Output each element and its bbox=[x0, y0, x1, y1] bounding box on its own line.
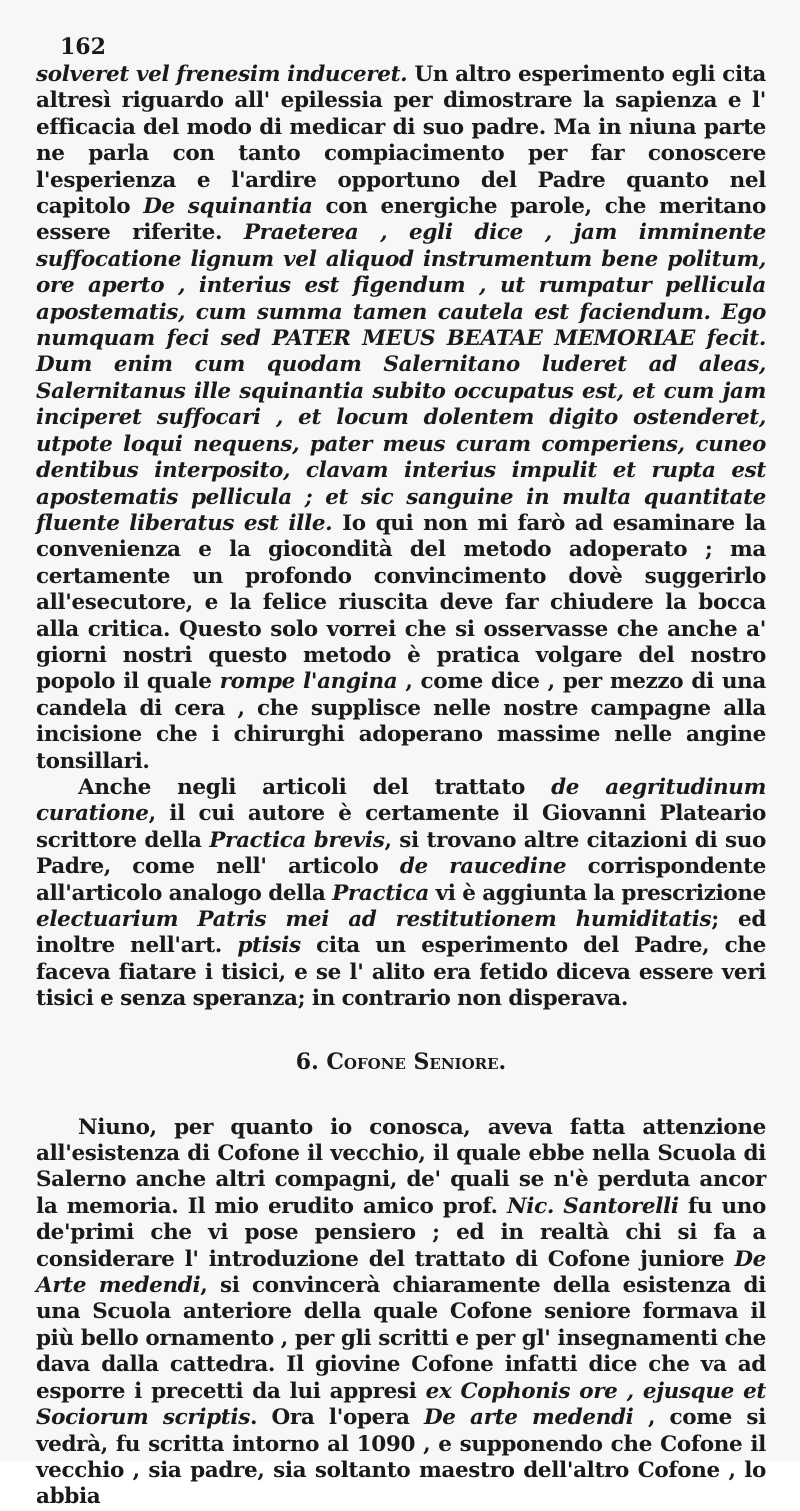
italic-text-run: De Arte medendi bbox=[36, 1246, 766, 1299]
italic-text-run: solveret vel frenesim induceret. bbox=[36, 62, 408, 87]
text-run: vi è aggiunta la prescrizione bbox=[428, 880, 766, 906]
paragraph bbox=[36, 1115, 766, 1511]
italic-text-run: electuarium Patris mei ad restitutionem humiditatis bbox=[36, 907, 712, 932]
text-run: . Ora l'opera bbox=[249, 1405, 424, 1431]
page-number: 162 bbox=[60, 34, 106, 60]
text-run: , si trovano altre citazioni di suo Padre, come nell' articolo bbox=[36, 827, 766, 880]
text-run: , come dice , per mezzo di una candela di cera , che supplisce nelle nostre campagne alla incisione che i chirurghi adoperano massime nelle angine tonsillari. bbox=[36, 669, 767, 774]
italic-text-run: rompe l'angina bbox=[219, 669, 398, 695]
text-run: , il cui autore è certamente il Giovanni Plateario scrittore della bbox=[36, 801, 766, 853]
italic-text-run: ptisis bbox=[237, 933, 301, 959]
italic-text-run: Nic. Santorelli bbox=[506, 1193, 679, 1219]
italic-text-run: ex Cophonis ore , ejusque et Sociorum scriptis bbox=[36, 1378, 767, 1431]
text-run: con energiche parole, che meritano essere riferite. bbox=[36, 194, 767, 246]
italic-text-run: Praeterea , egli dice , jam imminente suffocatione lignum vel aliquod instrumentum bene politum, ore aperto , interius est figendum , ut rumpatur pellicula apostematis, cum summa tamen cautela est faciendum. Ego numquam feci sed PATER MEUS BEATAE MEMORIAE fecit. Dum enim cum quodam Salernitano luderet ad aleas, Salernitanus ille squinantia subito occupatus est, et cum jam inciperet suffocari , et locum dolentem digito ostenderet, utpote loqui nequens, pater meus curam comperiens, cuneo dentibus interposito, clavam interius impulit et rupta est apostematis pellicula ; et sic sanguine in multa quantitate fluente liberatus est ille. bbox=[36, 220, 766, 536]
italic-text-run: de raucedine bbox=[399, 854, 567, 880]
italic-text-run: Practica bbox=[332, 880, 429, 906]
text-run: Niuno, per quanto io conosca, aveva fatta attenzione all'esistenza di Cofone il vecchio, il quale ebbe nella Scuola di Salerno anche altri compagni, de' quali se n'è perduta ancor la memoria. Il mio erudito amico prof. bbox=[36, 1114, 766, 1219]
text-run: ; ed inoltre nell'art. bbox=[36, 907, 766, 959]
paragraph bbox=[36, 775, 766, 1013]
italic-text-run: De arte medendi bbox=[423, 1405, 634, 1431]
text-run: Io qui non mi farò ad esaminare la convenienza e la giocondità del metodo adoperato ; ma certamente un profondo convincimento dovè suggerirlo all'esecutore, e la felice riuscita deve far chiudere la bocca alla critica. Questo solo vorrei che si osservasse che anche a' giorni nostri questo metodo è pratica volgare del nostro popolo il quale bbox=[36, 510, 767, 695]
text-run: corrispondente all'articolo analogo della bbox=[36, 854, 767, 906]
paragraph bbox=[36, 62, 766, 775]
text-run: , come si vedrà, fu scritta intorno al 1090 , e supponendo che Cofone il vecchio , sia padre, sia soltanto maestro dell'altro Cofone , lo abbia bbox=[36, 1405, 767, 1510]
body-text bbox=[36, 62, 766, 1511]
text-run: cita un esperimento del Padre, che faceva fiatare i tisici, e se l' alito era fetido diceva essere veri tisici e senza speranza; in contrario non disperava. bbox=[36, 933, 766, 1012]
section-heading: 6. Cofone Seniore. bbox=[295, 1048, 507, 1075]
text-run: fu uno de'primi che vi pose pensiero ; ed in realtà chi si fa a considerare l' introduzione del trattato di Cofone juniore bbox=[36, 1193, 766, 1272]
text-run: Anche negli articoli del trattato bbox=[78, 774, 552, 800]
italic-text-run: Practica brevis bbox=[209, 827, 385, 853]
text-run: , si convincerà chiaramente della esistenza di una Scuola anteriore della quale Cofone seniore formava il più bello ornamento , per gli scritti e per gl' insegnamenti che dava dalla cattedra. Il giovine Cofone infatti dice che va ad esporre i precetti da lui appresi bbox=[36, 1273, 766, 1404]
italic-text-run: de aegritudinum curatione bbox=[36, 774, 766, 827]
italic-text-run: De squinantia bbox=[143, 194, 313, 220]
text-run: Un altro esperimento egli cita altresì riguardo all' epilessia per dimostrare la sapienza e l' efficacia del modo di medicar di suo padre. Ma in niuna parte ne parla con tanto compiacimento per far conoscere l'esperienza e l'ardire opportuno del Padre quanto nel capitolo bbox=[36, 62, 766, 220]
